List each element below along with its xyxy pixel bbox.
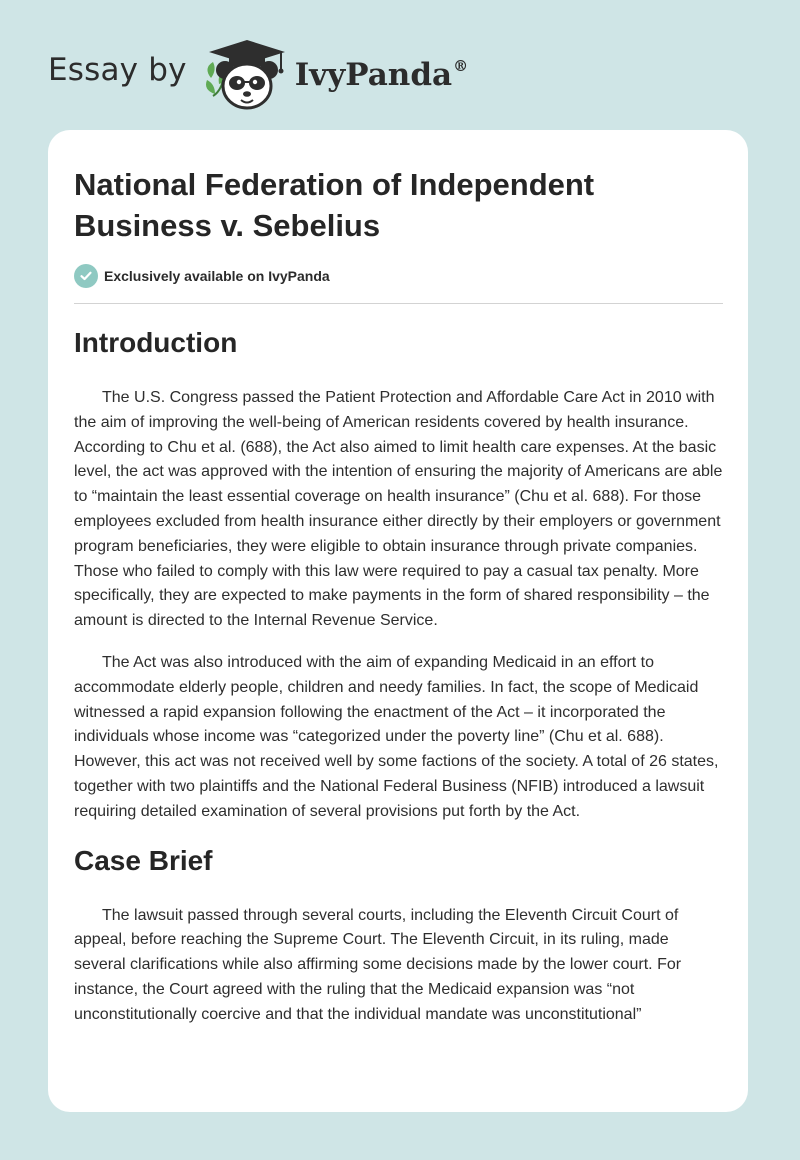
- essay-card: [48, 130, 748, 1112]
- site-header: [48, 34, 468, 114]
- essay-by-label: Essay by: [48, 52, 187, 88]
- panda-graduate-logo-icon[interactable]: [201, 34, 293, 114]
- registered-mark: ®: [453, 57, 469, 75]
- essay-body: [74, 324, 724, 1028]
- brand-name-text: IvyPanda: [294, 57, 453, 93]
- exclusive-badge-text: Exclusively available on IvyPanda: [104, 268, 330, 284]
- section-heading-introduction: Introduction: [74, 327, 238, 358]
- essay-title: National Federation of Independent Business v. Sebelius: [74, 167, 595, 243]
- checkmark-icon: [74, 264, 98, 288]
- brand-name[interactable]: [295, 57, 468, 93]
- paragraph: The U.S. Congress passed the Patient Protection and Affordable Care Act in 2010 with the aim of improving the well-being of American residents covered by health insurance. According to Chu et al. (688), the Act also aimed to limit health care expenses. At the basic level, the act was approved with the intention of ensuring the majority of Americans are able to “maintain the least essential coverage on health insurance” (Chu et al. 688). For those employees excluded from health insurance either directly by their employers or government program beneficiaries, they were eligible to obtain insurance through private companies. Those who failed to comply with this law were required to pay a casual tax penalty. More specifically, they are expected to make payments in the form of shared responsibility – the amount is directed to the Internal Revenue Service.: [74, 389, 723, 630]
- title-divider: [74, 303, 723, 304]
- section-heading-case-brief: Case Brief: [74, 844, 213, 876]
- exclusive-badge: [74, 264, 330, 288]
- paragraph: The Act was also introduced with the aim of expanding Medicaid in an effort to accommodate elderly people, children and needy families. In fact, the scope of Medicaid witnessed a rapid expansion following the enactment of the Act – it incorporated the individuals whose income was “categorized under the poverty line” (Chu et al. 688). However, this act was not received well by some factions of the society. A total of 26 states, together with two plaintiffs and the National Federal Business (NFIB) introduced a lawsuit requiring detailed examination of several provisions put forth by the Act.: [74, 653, 719, 820]
- paragraph: The lawsuit passed through several courts, including the Eleventh Circuit Court of appeal, before reaching the Supreme Court. The Eleventh Circuit, in its ruling, made several clarifications while also affirming some decisions made by the lower court. For instance, the Court agreed with the ruling that the Medicaid expansion was “not unconstitutionally coercive and that the individual mandate was unconstitutional”: [74, 906, 682, 1023]
